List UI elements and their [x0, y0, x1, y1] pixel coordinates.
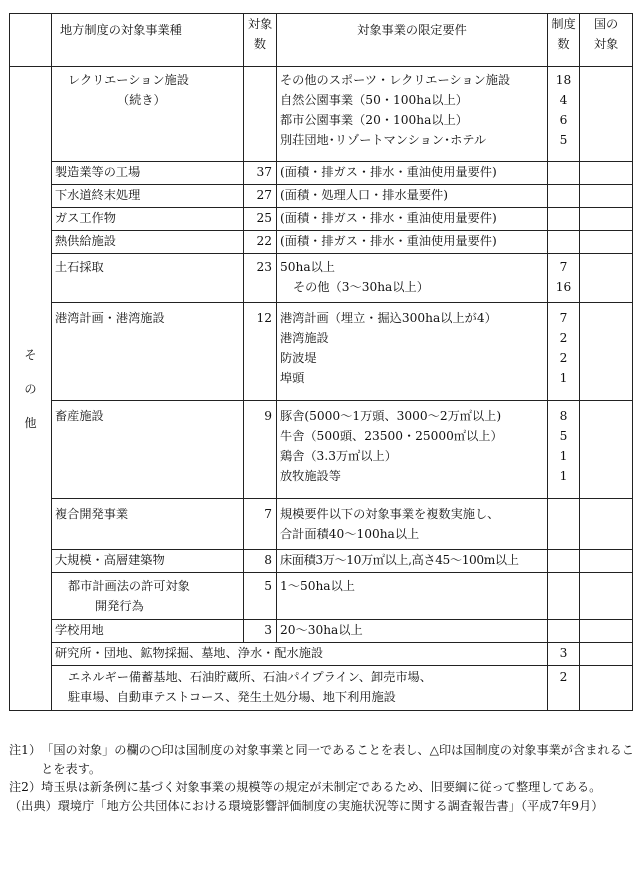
row-type: 下水道終末処理	[52, 185, 244, 208]
row-type: 大規模・高層建築物	[52, 550, 244, 573]
table-row	[10, 401, 633, 499]
source-note	[9, 797, 634, 816]
row-system-count: 7 2 2 1	[548, 303, 580, 401]
row-type: 学校用地	[52, 620, 244, 643]
table-row	[10, 620, 633, 643]
row-national	[580, 620, 633, 643]
row-requirements: 1～50ha以上	[277, 573, 548, 620]
row-count: 12	[244, 303, 277, 401]
row-system-count	[548, 573, 580, 620]
row-national	[580, 550, 633, 573]
row-system-count: 8 5 1 1	[548, 401, 580, 499]
row-count: 22	[244, 231, 277, 254]
row-type: 熱供給施設	[52, 231, 244, 254]
row-type: 畜産施設	[52, 401, 244, 499]
row-system-count: 7 16	[548, 254, 580, 303]
row-count: 8	[244, 550, 277, 573]
row-national	[580, 573, 633, 620]
note-1	[9, 741, 634, 778]
table-row	[10, 67, 633, 162]
note-text: 「国の対象」の欄の○印は国制度の対象事業と同一であることを表し、△印は国制度の対象事業が含まれることを表す。	[41, 743, 634, 776]
row-national	[580, 643, 633, 666]
notes	[9, 741, 634, 815]
row-count: 7	[244, 499, 277, 550]
table-row	[10, 573, 633, 620]
row-national	[580, 303, 633, 401]
row-national	[580, 231, 633, 254]
row-count	[244, 67, 277, 162]
row-system-count	[548, 499, 580, 550]
header-type: 地方制度の対象事業種	[52, 14, 244, 67]
row-requirements: (面積・排ガス・排水・重油使用量要件)	[277, 208, 548, 231]
table-row	[10, 550, 633, 573]
row-requirements: (面積・排ガス・排水・重油使用量要件)	[277, 231, 548, 254]
row-system-count	[548, 231, 580, 254]
row-count: 23	[244, 254, 277, 303]
target-projects-table	[9, 13, 633, 711]
note-label: 注2）	[9, 780, 42, 794]
row-requirements: 豚舎(5000～1万頭、3000～2万㎡以上) 牛舎（500頭、23500・25000㎡以上） 鶏舎（3.3万㎡以上） 放牧施設等	[277, 401, 548, 499]
row-type: 土石採取	[52, 254, 244, 303]
header-count: 対象 数	[244, 14, 277, 67]
row-national	[580, 401, 633, 499]
row-count: 3	[244, 620, 277, 643]
note-2	[9, 778, 634, 797]
row-system-count	[548, 550, 580, 573]
row-type: レクリエーション施設 （続き）	[52, 67, 244, 162]
row-requirements: その他のスポーツ・レクリエーション施設 自然公園事業（50・100ha以上） 都市公園事業（20・100ha以上） 別荘団地･リゾートマンション･ホテル	[277, 67, 548, 162]
table-row	[10, 162, 633, 185]
table-row	[10, 666, 633, 711]
row-requirements: 50ha以上 その他（3～30ha以上）	[277, 254, 548, 303]
row-national	[580, 185, 633, 208]
row-requirements: 港湾計画（埋立・掘込300ha以上が4） 港湾施設 防波堤 埠頭	[277, 303, 548, 401]
row-system-count: 3	[548, 643, 580, 666]
row-requirements: 床面積3万～10万㎡以上,高さ45～100m以上	[277, 550, 548, 573]
table-row	[10, 208, 633, 231]
row-count: 27	[244, 185, 277, 208]
table-row	[10, 303, 633, 401]
note-text: 環境庁「地方公共団体における環境影響評価制度の実施状況等に関する調査報告書」（平成7年9月）	[57, 798, 604, 813]
header-requirements: 対象事業の限定要件	[277, 14, 548, 67]
row-system-count	[548, 185, 580, 208]
header-national: 国の 対象	[580, 14, 633, 67]
row-national	[580, 254, 633, 303]
table-row	[10, 185, 633, 208]
row-national	[580, 499, 633, 550]
row-requirements: (面積・排ガス・排水・重油使用量要件)	[277, 162, 548, 185]
row-type: 複合開発事業	[52, 499, 244, 550]
header-blank-cell	[10, 14, 52, 67]
table-header-row	[10, 14, 633, 67]
row-type: 製造業等の工場	[52, 162, 244, 185]
row-system-count	[548, 162, 580, 185]
row-requirements: 規模要件以下の対象事業を複数実施し、 合計面積40～100ha以上	[277, 499, 548, 550]
header-system-count: 制度 数	[548, 14, 580, 67]
table-row	[10, 254, 633, 303]
row-type: 研究所・団地、鉱物採掘、墓地、浄水・配水施設	[52, 643, 548, 666]
row-count: 9	[244, 401, 277, 499]
row-type: エネルギー備蓄基地、石油貯蔵所、石油パイプライン、卸売市場、 駐車場、自動車テストコース、発生土処分場、地下利用施設	[52, 666, 548, 711]
row-count: 5	[244, 573, 277, 620]
row-count: 37	[244, 162, 277, 185]
row-type: 都市計画法の許可対象 開発行為	[52, 573, 244, 620]
row-requirements: (面積・処理人口・排水量要件)	[277, 185, 548, 208]
table-row	[10, 499, 633, 550]
table-row	[10, 231, 633, 254]
row-national	[580, 666, 633, 711]
row-system-count: 2	[548, 666, 580, 711]
category-other: そ の 他	[10, 67, 52, 711]
note-label: （出典）	[9, 798, 58, 813]
row-system-count	[548, 208, 580, 231]
row-national	[580, 208, 633, 231]
row-system-count: 18 4 6 5	[548, 67, 580, 162]
table-row	[10, 643, 633, 666]
note-text: 埼玉県は新条例に基づく対象事業の規模等の規定が未制定であるため、旧要綱に従って整理してある。	[41, 780, 602, 794]
row-national	[580, 67, 633, 162]
row-system-count	[548, 620, 580, 643]
row-type: 港湾計画・港湾施設	[52, 303, 244, 401]
note-label: 注1）	[9, 743, 42, 757]
row-type: ガス工作物	[52, 208, 244, 231]
row-national	[580, 162, 633, 185]
row-requirements: 20～30ha以上	[277, 620, 548, 643]
row-count: 25	[244, 208, 277, 231]
